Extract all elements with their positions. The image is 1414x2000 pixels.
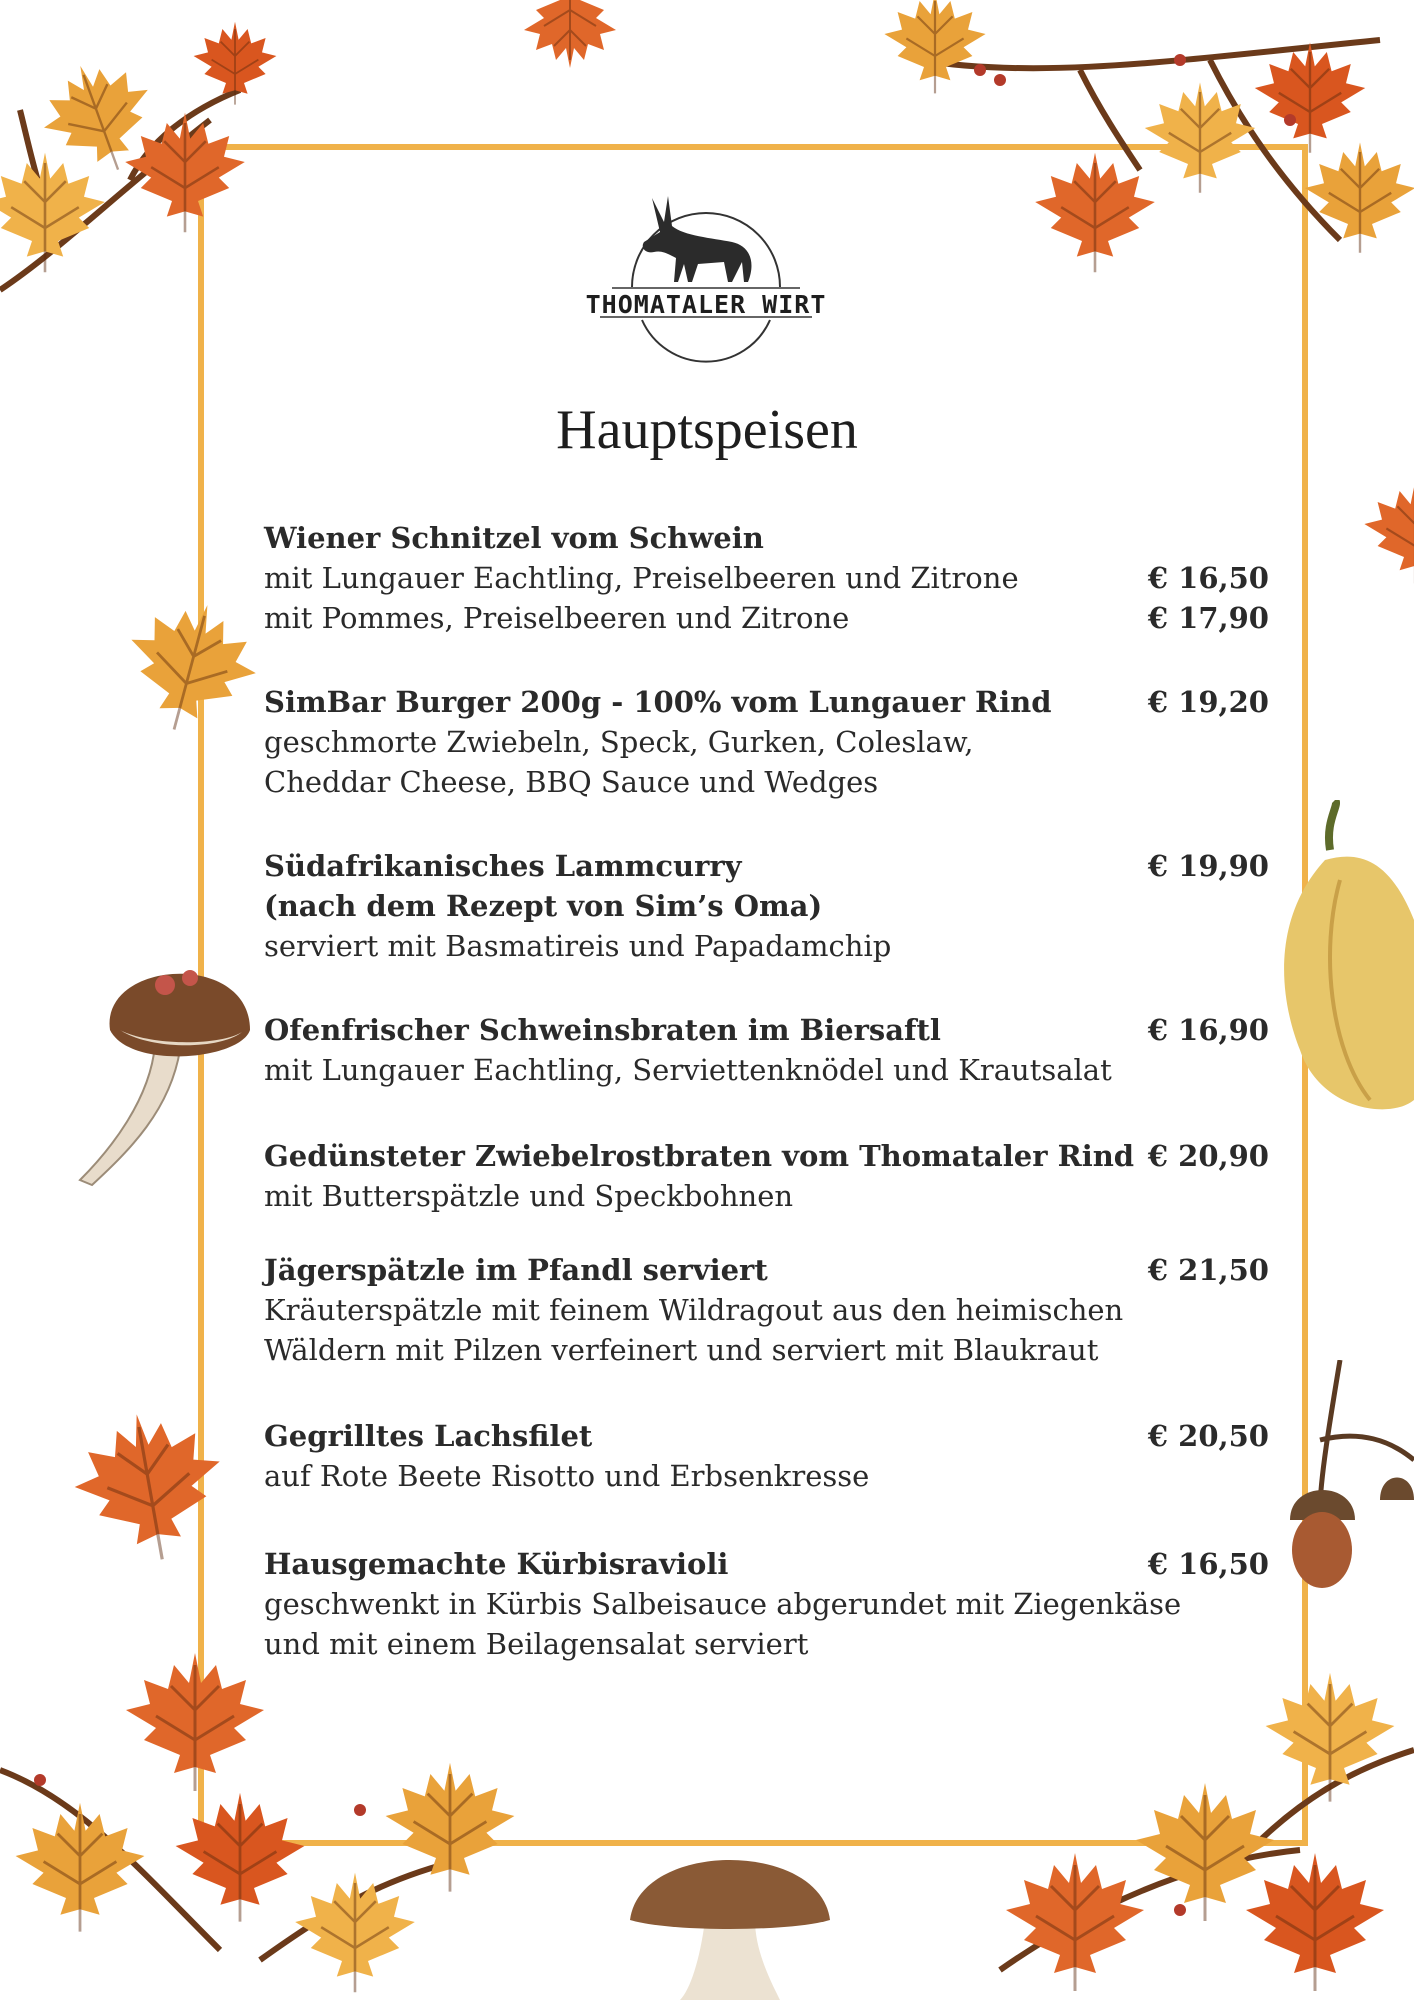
dish-price: € 19,90: [1147, 849, 1269, 883]
dish-text: Gedünsteter Zwiebelrostbraten vom Thomataler Rind: [264, 1139, 1135, 1173]
dish-text: mit Pommes, Preiselbeeren und Zitrone: [264, 601, 850, 635]
logo-name: THOMATALER WIRT: [585, 290, 827, 319]
dish-name: [264, 846, 1269, 886]
maple-leaf-decoration-left: [120, 600, 260, 750]
page-title: Hauptspeisen: [556, 399, 858, 461]
maple-leaf-decoration-top-center: [520, 0, 640, 80]
menu-item-wiener-schnitzel: [264, 518, 1269, 638]
dish-price: € 16,90: [1147, 1013, 1269, 1047]
dish-name: [264, 1250, 1269, 1290]
restaurant-logo: [572, 192, 840, 370]
dish-text: Wäldern mit Pilzen verfeinert und serviert mit Blaukraut: [264, 1333, 1099, 1367]
maple-leaf-decoration-left-lower: [70, 1410, 240, 1580]
dish-description: [264, 1050, 1269, 1090]
dish-description: [264, 558, 1269, 598]
dish-text: Jägerspätzle im Pfandl serviert: [264, 1253, 768, 1287]
menu-item-simbar-burger: [264, 682, 1269, 802]
dish-description: [264, 1290, 1269, 1330]
dish-text: Wiener Schnitzel vom Schwein: [264, 521, 764, 555]
mushroom-decoration-left: [70, 950, 260, 1190]
dish-name: [264, 1010, 1269, 1050]
menu-item-kuerbisravioli: [264, 1544, 1269, 1664]
menu-item-jaegerspaetzle: [264, 1250, 1269, 1370]
acorn-decoration-right: [1260, 1360, 1414, 1590]
dish-description: [264, 1176, 1269, 1216]
dish-name: [264, 1416, 1269, 1456]
menu-item-schweinsbraten: [264, 1010, 1269, 1090]
dish-price: € 16,50: [1147, 1547, 1269, 1581]
donkey-icon: [572, 192, 840, 370]
dish-name-subtitle: [264, 886, 1269, 926]
dish-text: geschwenkt in Kürbis Salbeisauce abgerundet mit Ziegenkäse: [264, 1587, 1182, 1621]
maple-leaf-decoration-top-left: [0, 0, 300, 330]
dish-text: und mit einem Beilagensalat serviert: [264, 1627, 809, 1661]
menu-item-zwiebelrostbraten: [264, 1136, 1269, 1216]
dish-description: [264, 926, 1269, 966]
dish-text: mit Lungauer Eachtling, Preiselbeeren und Zitrone: [264, 561, 1019, 595]
mushroom-decoration-bottom: [620, 1820, 840, 2000]
pumpkin-decoration-right: [1280, 800, 1414, 1120]
menu-item-lachsfilet: [264, 1416, 1269, 1496]
dish-text: Cheddar Cheese, BBQ Sauce und Wedges: [264, 765, 879, 799]
dish-price: € 17,90: [1147, 601, 1269, 635]
dish-price: € 19,20: [1147, 685, 1269, 719]
dish-description: [264, 1584, 1269, 1624]
dish-text: Ofenfrischer Schweinsbraten im Biersaftl: [264, 1013, 941, 1047]
dish-description: [264, 1330, 1269, 1370]
dish-text: geschmorte Zwiebeln, Speck, Gurken, Coleslaw,: [264, 725, 974, 759]
dish-description: [264, 1456, 1269, 1496]
dish-name: [264, 1136, 1269, 1176]
dish-text: serviert mit Basmatireis und Papadamchip: [264, 929, 892, 963]
dish-text: Hausgemachte Kürbisravioli: [264, 1547, 729, 1581]
menu-item-lammcurry: [264, 846, 1269, 966]
dish-price: € 20,90: [1147, 1139, 1269, 1173]
dish-text: mit Butterspätzle und Speckbohnen: [264, 1179, 794, 1213]
dish-description: [264, 1624, 1269, 1664]
dish-price: € 16,50: [1147, 561, 1269, 595]
dish-price: € 21,50: [1147, 1253, 1269, 1287]
dish-description: [264, 722, 1269, 762]
maple-leaf-decoration-right-edge: [1360, 480, 1414, 590]
dish-text: mit Lungauer Eachtling, Serviettenknödel und Krautsalat: [264, 1053, 1112, 1087]
dish-text: Gegrilltes Lachsfilet: [264, 1419, 593, 1453]
dish-text: Südafrikanisches Lammcurry: [264, 849, 742, 883]
dish-description: [264, 762, 1269, 802]
dish-name: [264, 682, 1269, 722]
dish-text: SimBar Burger 200g - 100% vom Lungauer Rind: [264, 685, 1052, 719]
dish-text: (nach dem Rezept von Sim’s Oma): [264, 889, 823, 923]
dish-text: auf Rote Beete Risotto und Erbsenkresse: [264, 1459, 870, 1493]
dish-price: € 20,50: [1147, 1419, 1269, 1453]
dish-name: [264, 1544, 1269, 1584]
dish-description: [264, 598, 1269, 638]
dish-text: Kräuterspätzle mit feinem Wildragout aus den heimischen: [264, 1293, 1124, 1327]
dish-name: [264, 518, 1269, 558]
maple-leaf-decoration-top-right: [880, 0, 1414, 300]
